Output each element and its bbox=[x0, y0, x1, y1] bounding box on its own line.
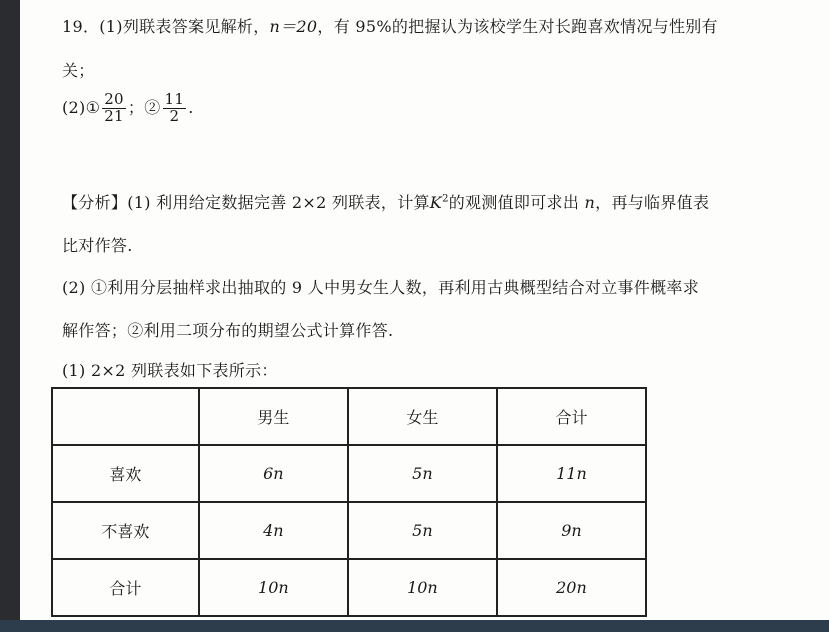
table-row bbox=[52, 559, 646, 616]
analysis-paragraph-2-line-2: 解作答；②利用二项分布的期望公式计算作答. bbox=[62, 321, 394, 340]
answer-line-1-prefix: 19．(1)列联表答案见解析， bbox=[62, 17, 270, 36]
table-row-label: 合计 bbox=[52, 559, 199, 616]
table-cell: 9n bbox=[497, 502, 646, 559]
analysis-p1-c: ，再与临界值表 bbox=[595, 193, 710, 212]
contingency-table bbox=[51, 387, 647, 617]
left-viewer-bar bbox=[0, 0, 20, 632]
analysis-paragraph-1-line-2: 比对作答. bbox=[62, 236, 133, 255]
fraction-1-numerator: 20 bbox=[104, 90, 124, 108]
table-header-cell bbox=[52, 388, 199, 445]
table-header-row bbox=[52, 388, 646, 445]
answer-line-1 bbox=[62, 14, 718, 37]
table-row-label: 不喜欢 bbox=[52, 502, 199, 559]
answer-line-3 bbox=[62, 92, 194, 125]
answer-line-1-suffix: ，有 95%的把握认为该校学生对长跑喜欢情况与性别有 bbox=[317, 17, 718, 36]
bottom-viewer-bar bbox=[0, 620, 829, 632]
analysis-p1-b: 的观测值即可求出 bbox=[448, 193, 580, 212]
fraction-20-21 bbox=[102, 92, 126, 125]
table-row bbox=[52, 502, 646, 559]
table-cell: 20n bbox=[497, 559, 646, 616]
k-exponent: 2 bbox=[442, 193, 449, 205]
table-cell: 10n bbox=[199, 559, 348, 616]
answer-part2-end: . bbox=[188, 97, 194, 117]
fraction-1-denominator: 21 bbox=[104, 106, 124, 125]
table-cell: 11n bbox=[497, 445, 646, 502]
table-cell: 5n bbox=[348, 502, 497, 559]
table-header-cell: 男生 bbox=[199, 388, 348, 445]
answer-n-value: n＝20 bbox=[269, 17, 318, 36]
n-symbol: n bbox=[584, 193, 596, 212]
fraction-11-2 bbox=[163, 92, 187, 125]
table-cell: 10n bbox=[348, 559, 497, 616]
k-symbol: K bbox=[429, 193, 443, 212]
table-row-label: 喜欢 bbox=[52, 445, 199, 502]
table-row bbox=[52, 445, 646, 502]
fraction-2-numerator: 11 bbox=[164, 90, 185, 108]
document-page bbox=[20, 0, 829, 620]
fraction-2-denominator: 2 bbox=[169, 106, 180, 125]
answer-part2-separator: ；② bbox=[127, 97, 161, 117]
table-header-cell: 女生 bbox=[348, 388, 497, 445]
analysis-paragraph-3: (1) 2×2 列联表如下表所示： bbox=[62, 361, 278, 380]
analysis-paragraph-1-line-1 bbox=[62, 190, 709, 213]
table-cell: 4n bbox=[199, 502, 348, 559]
table-cell: 5n bbox=[348, 445, 497, 502]
table-cell: 6n bbox=[199, 445, 348, 502]
table-header-cell: 合计 bbox=[497, 388, 646, 445]
analysis-p1-a: 【分析】(1) 利用给定数据完善 2×2 列联表，计算 bbox=[62, 193, 430, 212]
answer-part2-prefix: (2)① bbox=[62, 97, 101, 117]
analysis-paragraph-2-line-1: (2) ①利用分层抽样求出抽取的 9 人中男女生人数，再利用古典概型结合对立事件概率求 bbox=[62, 278, 700, 297]
answer-line-2: 关； bbox=[62, 61, 95, 80]
